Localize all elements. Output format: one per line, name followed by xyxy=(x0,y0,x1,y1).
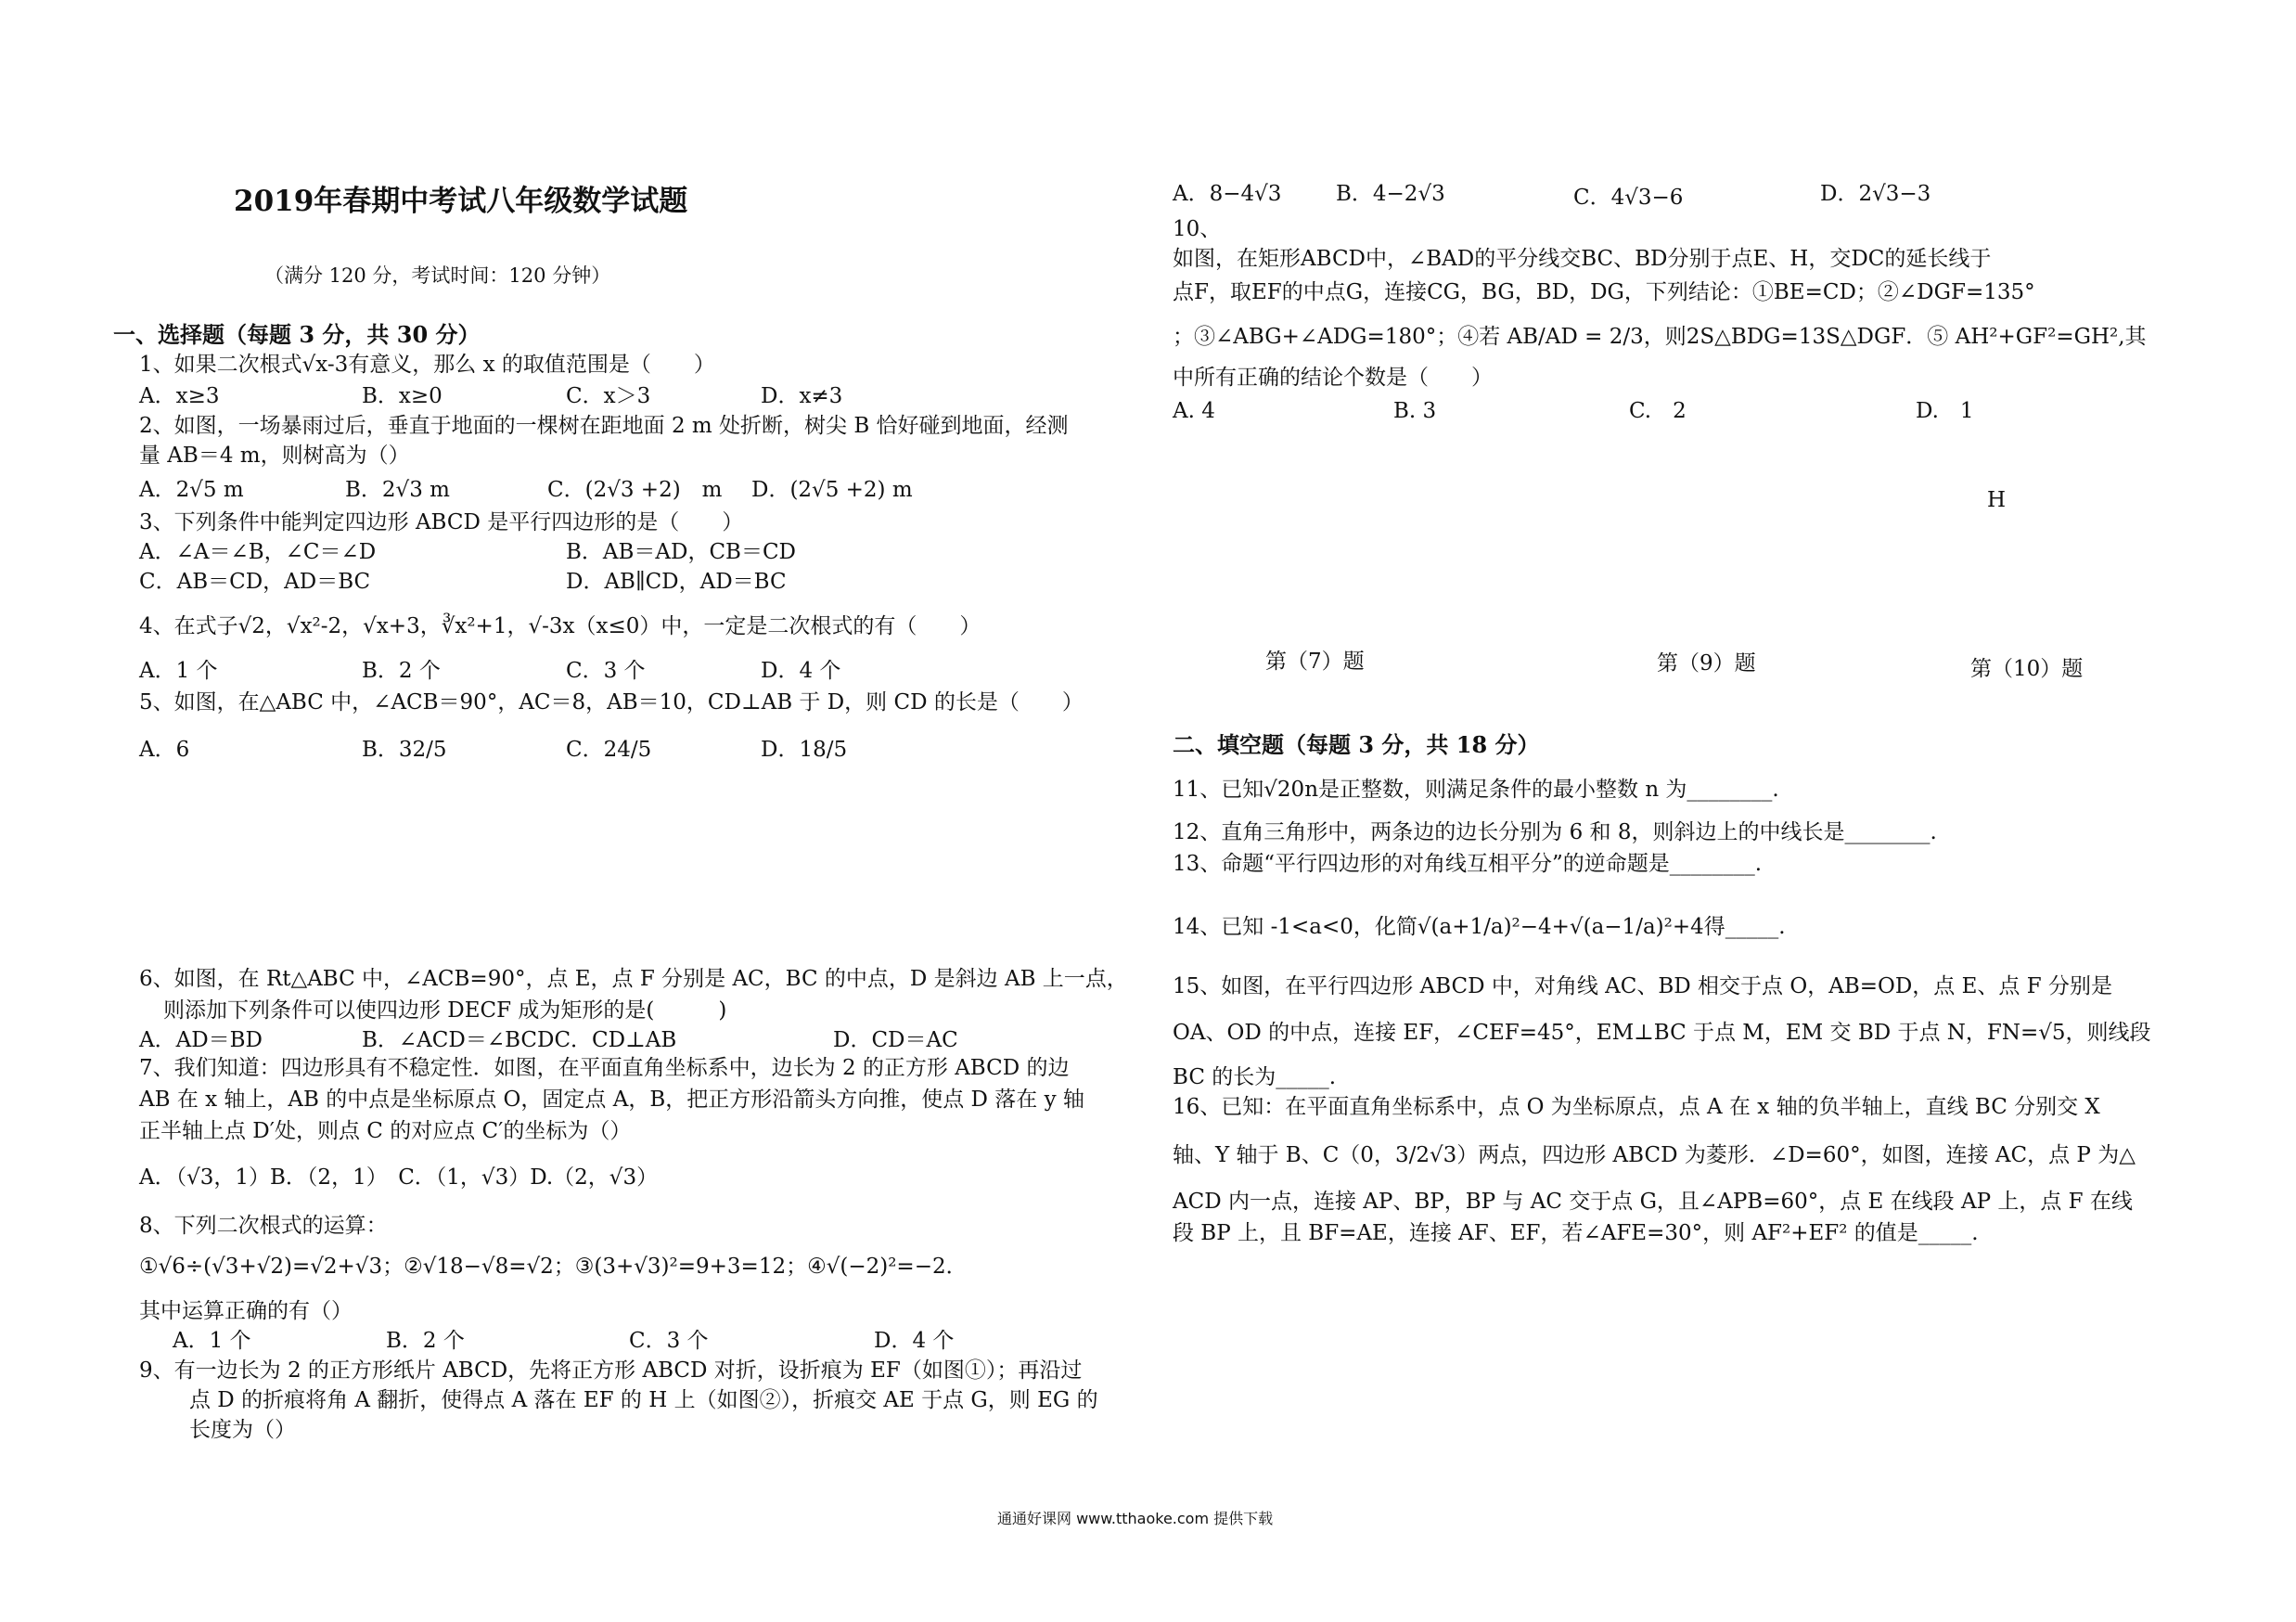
q8-ask: 其中运算正确的有（） xyxy=(139,1299,353,1323)
q6-option-b: B．∠ACD＝∠BCDC．CD⊥AB xyxy=(362,1028,677,1052)
figure-caption-9: 第（9）题 xyxy=(1657,651,1756,676)
figure-caption-7: 第（7）题 xyxy=(1265,650,1365,674)
q4-option-b: B．2 个 xyxy=(362,659,441,683)
q10-line1: 如图，在矩形ABCD中，∠BAD的平分线交BC、BD分别于点E、H，交DC的延长线于 xyxy=(1173,247,1992,271)
q1-option-c: C．x＞3 xyxy=(566,384,651,408)
q9-line2: 点 D 的折痕将角 A 翻折，使得点 A 落在 EF 的 H 上（如图②），折痕交 AE 于点 G，则 EG 的 xyxy=(189,1388,1098,1412)
q6-line2: 则添加下列条件可以使四边形 DECF 成为矩形的是( ) xyxy=(163,998,727,1023)
q6-option-d: D．CD＝AC xyxy=(833,1028,958,1052)
section-heading-fill: 二、填空题（每题 3 分，共 18 分） xyxy=(1173,731,1540,758)
q7-line1: 7、我们知道：四边形具有不稳定性．如图，在平面直角坐标系中，边长为 2 的正方形 ABCD 的边 xyxy=(139,1056,1070,1080)
q10-line4: 中所有正确的结论个数是（ ） xyxy=(1173,366,1493,390)
q9-line3: 长度为（） xyxy=(189,1418,296,1442)
q3-stem: 3、下列条件中能判定四边形 ABCD 是平行四边形的是（ ） xyxy=(139,510,744,534)
q9-option-c: C．4√3−6 xyxy=(1573,186,1684,210)
q5-option-d: D．18/5 xyxy=(761,738,848,762)
q4-option-a: A．1 个 xyxy=(139,659,218,683)
q3-option-b: B．AB＝AD，CB＝CD xyxy=(566,540,797,564)
figure-label-h: H xyxy=(1987,488,2007,512)
q16-line3: ACD 内一点，连接 AP、BP，BP 与 AC 交于点 G，且∠APB=60°，点 E 在线段 AP 上，点 F 在线 xyxy=(1173,1190,2133,1214)
q15-line2: OA、OD 的中点，连接 EF，∠CEF=45°，EM⊥BC 于点 M，EM 交 BD 于点 N，FN=√5，则线段 xyxy=(1173,1021,2151,1045)
q2-option-b: B．2√3 m xyxy=(345,478,450,502)
q8-stem: 8、下列二次根式的运算： xyxy=(139,1214,388,1238)
q3-option-a: A．∠A＝∠B，∠C＝∠D xyxy=(139,540,377,564)
q10-number: 10、 xyxy=(1173,217,1222,241)
q2-line1: 2、如图，一场暴雨过后，垂直于地面的一棵树在距地面 2 m 处折断，树尖 B 恰好碰到地面，经测 xyxy=(139,414,1069,438)
figure-caption-10: 第（10）题 xyxy=(1970,657,2084,681)
q9-option-d: D．2√3−3 xyxy=(1820,182,1931,206)
page-footer: 通通好课网 www.tthaoke.com 提供下载 xyxy=(997,1510,1274,1527)
section-heading-choice: 一、选择题（每题 3 分，共 30 分） xyxy=(113,321,481,348)
q4-stem: 4、在式子√2，√x²-2，√x+3，∛x²+1，√-3x（x≤0）中，一定是二次根式的有（ ） xyxy=(139,614,981,638)
q8-option-d: D．4 个 xyxy=(874,1329,955,1353)
q10-line2: 点F，取EF的中点G，连接CG，BG，BD，DG，下列结论：①BE=CD；②∠DGF=135° xyxy=(1173,280,2035,304)
q10-option-d: D. 1 xyxy=(1916,399,1974,423)
q16-line2: 轴、Y 轴于 B、C（0，3/2√3）两点，四边形 ABCD 为菱形．∠D=60°，如图，连接 AC，点 P 为△ xyxy=(1173,1143,2136,1167)
q5-option-c: C．24/5 xyxy=(566,738,652,762)
q5-option-b: B．32/5 xyxy=(362,738,447,762)
q2-line2: 量 AB＝4 m，则树高为（） xyxy=(139,444,410,468)
q9-line1: 9、有一边长为 2 的正方形纸片 ABCD，先将正方形 ABCD 对折，设折痕为 EF（如图①）；再沿过 xyxy=(139,1358,1083,1383)
q6-line1: 6、如图，在 Rt△ABC 中，∠ACB=90°，点 E，点 F 分别是 AC，BC 的中点，D 是斜边 AB 上一点， xyxy=(139,967,1128,991)
q7-options: A．（√3，1）B．（2，1） C．（1，√3）D.（2，√3） xyxy=(139,1165,659,1190)
q4-option-c: C．3 个 xyxy=(566,659,646,683)
q14-stem: 14、已知 -1<a<0，化简√(a+1/a)²−4+√(a−1/a)²+4得_____. xyxy=(1173,915,1786,939)
q11-stem: 11、已知√20n是正整数，则满足条件的最小整数 n 为________. xyxy=(1173,778,1779,802)
q10-line3: ；③∠ABG+∠ADG=180°；④若 AB/AD = 2/3，则2S△BDG=13S△DGF．⑤ AH²+GF²=GH²,其 xyxy=(1173,325,2147,349)
page-title: 2019年春期中考试八年级数学试题 xyxy=(234,185,688,218)
q10-option-c: C. 2 xyxy=(1629,399,1687,423)
q8-option-b: B．2 个 xyxy=(386,1329,465,1353)
q1-option-a: A．x≥3 xyxy=(139,384,220,408)
exam-info: （满分 120 分，考试时间：120 分钟） xyxy=(264,264,611,287)
q5-option-a: A．6 xyxy=(139,738,190,762)
q8-option-a: A．1 个 xyxy=(173,1329,251,1353)
q10-option-b: B. 3 xyxy=(1393,399,1437,423)
q1-stem: 1、如果二次根式√x-3有意义，那么 x 的取值范围是（ ） xyxy=(139,353,715,377)
q1-option-d: D．x≠3 xyxy=(761,384,843,408)
q6-option-a: A．AD＝BD xyxy=(139,1028,263,1052)
q3-option-c: C．AB＝CD，AD＝BC xyxy=(139,570,371,594)
q12-stem: 12、直角三角形中，两条边的边长分别为 6 和 8，则斜边上的中线长是________. xyxy=(1173,820,1937,844)
q16-line4: 段 BP 上，且 BF=AE，连接 AF、EF，若∠AFE=30°，则 AF²+EF² 的值是_____. xyxy=(1173,1221,1979,1245)
q2-option-c: C．(2√3 +2) m xyxy=(547,478,723,502)
q2-option-d: D．(2√5 +2) m xyxy=(751,478,913,502)
q15-line3: BC 的长为_____. xyxy=(1173,1065,1337,1089)
q16-line1: 16、已知：在平面直角坐标系中，点 O 为坐标原点，点 A 在 x 轴的负半轴上，直线 BC 分别交 X xyxy=(1173,1095,2100,1119)
q7-line2: AB 在 x 轴上，AB 的中点是坐标原点 O，固定点 A，B，把正方形沿箭头方向推，使点 D 落在 y 轴 xyxy=(139,1088,1084,1112)
q9-option-b: B．4−2√3 xyxy=(1336,182,1445,206)
q4-option-d: D．4 个 xyxy=(761,659,841,683)
q8-option-c: C．3 个 xyxy=(629,1329,709,1353)
q10-option-a: A. 4 xyxy=(1173,399,1215,423)
q5-stem: 5、如图，在△ABC 中，∠ACB＝90°，AC＝8，AB＝10，CD⊥AB 于 D，则 CD 的长是（ ） xyxy=(139,690,1084,714)
q8-expressions: ①√6÷(√3+√2)=√2+√3；②√18−√8=√2；③(3+√3)²=9+3=12；④√(−2)²=−2． xyxy=(139,1255,968,1279)
q3-option-d: D．AB∥CD，AD＝BC xyxy=(566,570,787,594)
q9-option-a: A．8−4√3 xyxy=(1173,182,1282,206)
right-column xyxy=(1160,0,2296,1622)
q13-stem: 13、命题“平行四边形的对角线互相平分”的逆命题是________. xyxy=(1173,852,1763,876)
q2-option-a: A．2√5 m xyxy=(139,478,244,502)
q15-line1: 15、如图，在平行四边形 ABCD 中，对角线 AC、BD 相交于点 O，AB=OD，点 E、点 F 分别是 xyxy=(1173,974,2112,998)
q1-option-b: B．x≥0 xyxy=(362,384,443,408)
q7-line3: 正半轴上点 D′处，则点 C 的对应点 C′的坐标为（） xyxy=(139,1119,632,1143)
